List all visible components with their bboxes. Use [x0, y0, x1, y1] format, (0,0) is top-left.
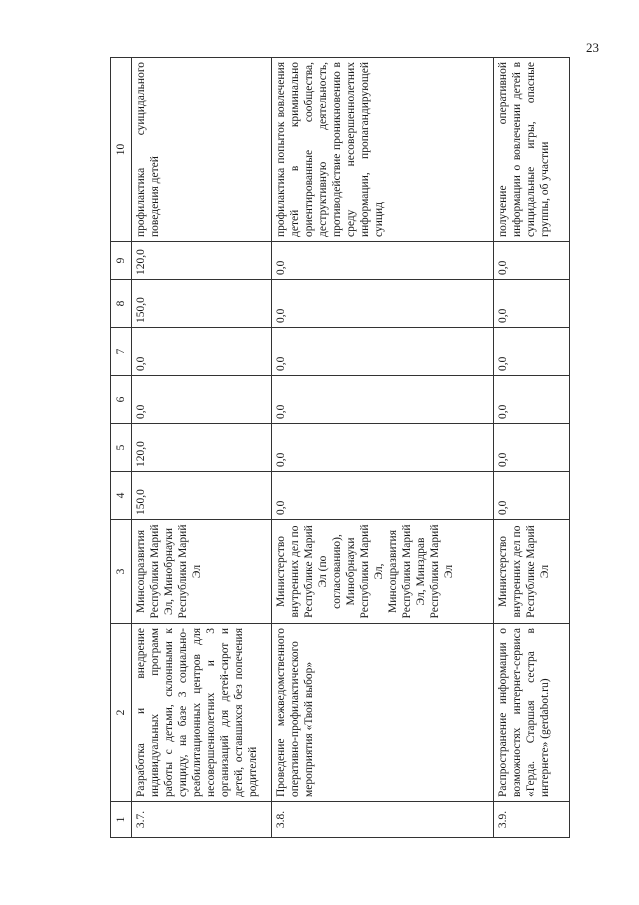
header-row [111, 58, 132, 838]
measure-description: Проведение межведомственного оперативно-профилактического мероприятия «Твой выбор» [272, 624, 494, 802]
responsible-executor: Министерство внутренних дел по Республике Марий Эл [494, 520, 570, 624]
table-row [272, 58, 494, 838]
table-row [494, 58, 570, 838]
value-cell: 0,0 [494, 280, 570, 328]
value-cell: 0,0 [272, 328, 494, 376]
row-number: 3.7. [132, 802, 272, 838]
responsible-executor: Минсоцразвития Республики Марий Эл, Минобрнауки Республики Марий Эл [132, 520, 272, 624]
value-cell: 0,0 [272, 376, 494, 424]
header-cell: 6 [111, 376, 132, 424]
header-cell: 4 [111, 472, 132, 520]
value-cell: 0,0 [494, 472, 570, 520]
value-cell: 0,0 [132, 376, 272, 424]
value-cell: 0,0 [132, 328, 272, 376]
value-cell: 120,0 [132, 424, 272, 472]
expected-result: профилактика суицидального поведения детей [132, 58, 272, 242]
program-measures-table [110, 57, 570, 838]
expected-result: получение оперативной информации о вовлечении детей в суицидальные игры, опасные группы, об участии [494, 58, 570, 242]
value-cell: 0,0 [272, 424, 494, 472]
value-cell: 0,0 [494, 328, 570, 376]
value-cell: 0,0 [494, 376, 570, 424]
header-cell: 2 [111, 624, 132, 802]
header-cell: 9 [111, 242, 132, 280]
header-cell: 8 [111, 280, 132, 328]
header-cell: 7 [111, 328, 132, 376]
measure-description: Распространение информации о возможностях интернет-сервиса «Герда. Старшая сестра в интернете» (gerdabot.ru) [494, 624, 570, 802]
header-cell: 10 [111, 58, 132, 242]
row-number: 3.8. [272, 802, 494, 838]
responsible-executor: Министерство внутренних дел по Республике Марий Эл (по согласованию), Минобрнауки Республики Марий Эл, Минсоцразвития Республики Марий Эл, Минздрав Республики Марий Эл [272, 520, 494, 624]
value-cell: 120,0 [132, 242, 272, 280]
header-cell: 5 [111, 424, 132, 472]
value-cell: 0,0 [272, 472, 494, 520]
row-number: 3.9. [494, 802, 570, 838]
value-cell: 0,0 [494, 242, 570, 280]
value-cell: 0,0 [272, 242, 494, 280]
header-cell: 1 [111, 802, 132, 838]
value-cell: 150,0 [132, 472, 272, 520]
table-row [132, 58, 272, 838]
value-cell: 150,0 [132, 280, 272, 328]
value-cell: 0,0 [272, 280, 494, 328]
header-cell: 3 [111, 520, 132, 624]
page-number: 23 [586, 40, 599, 55]
expected-result: профилактика попыток вовлечения детей в криминально ориентированные сообщества, деструктивную деятельность, противодействие проникновению в среду несовершеннолетних информации, пропагандирующей суицид [272, 58, 494, 242]
value-cell: 0,0 [494, 424, 570, 472]
measure-description: Разработка и внедрение индивидуальных программ работы с детьми, склонными к суициду, на базе 3 социально-реабилитационных центров для несовершеннолетних и 3 организаций для детей-сирот и детей, оставшихся без попечения родителей [132, 624, 272, 802]
rotated-table-sheet [110, 58, 580, 838]
